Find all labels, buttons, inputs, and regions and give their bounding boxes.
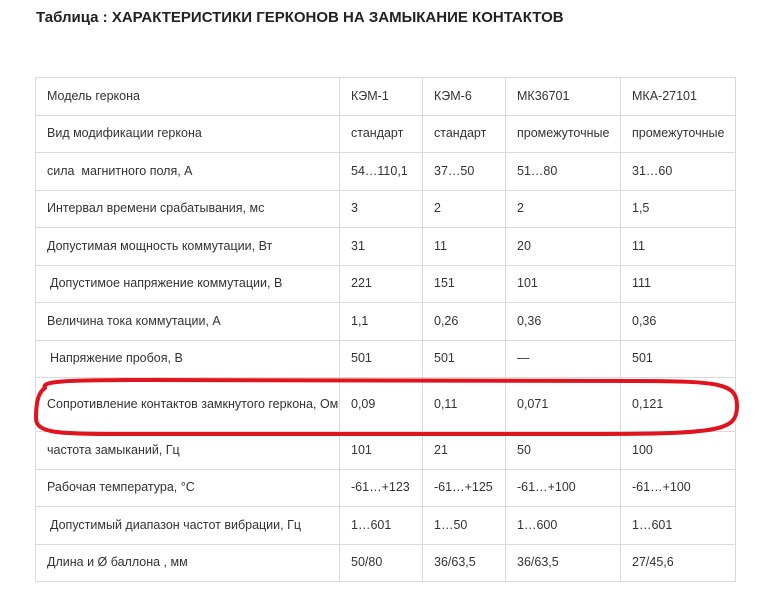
page-title: Таблица : ХАРАКТЕРИСТИКИ ГЕРКОНОВ НА ЗАМЫКАНИЕ КОНТАКТОВ [36,9,564,26]
row-label: Сопротивление контактов замкнутого геркона, Ом [36,378,340,432]
table-cell: 1,1 [340,303,423,341]
table-cell: -61…+125 [423,469,506,507]
table-cell: — [506,340,621,378]
table-row [36,228,736,266]
table-row [36,265,736,303]
table-cell: 2 [506,190,621,228]
table-row [36,432,736,470]
table-cell: 101 [340,432,423,470]
table-cell: 31 [340,228,423,266]
row-label: Допустимое напряжение коммутации, В [36,265,340,303]
table-cell: 2 [423,190,506,228]
table-cell: 0,121 [621,378,736,432]
row-label: Длина и Ø баллона , мм [36,544,340,582]
table-cell: -61…+100 [506,469,621,507]
table-row [36,153,736,191]
table-cell: 31…60 [621,153,736,191]
table-cell: 0,09 [340,378,423,432]
table-cell: 50 [506,432,621,470]
table-row [36,115,736,153]
row-label: Допустимый диапазон частот вибрации, Гц [36,507,340,545]
table-cell: 3 [340,190,423,228]
table-row [36,303,736,341]
row-label: Вид модификации геркона [36,115,340,153]
table-cell: -61…+100 [621,469,736,507]
table-cell: 1…50 [423,507,506,545]
table-cell: 221 [340,265,423,303]
table-cell: 36/63,5 [423,544,506,582]
table-cell: 0,36 [506,303,621,341]
table-cell: промежуточные [621,115,736,153]
row-label: Рабочая температура, °С [36,469,340,507]
table-cell: 1…601 [340,507,423,545]
table-cell: 101 [506,265,621,303]
row-label: Допустимая мощность коммутации, Вт [36,228,340,266]
table-cell: 27/45,6 [621,544,736,582]
table-cell: КЭМ-6 [423,78,506,116]
table-cell: 54…110,1 [340,153,423,191]
table-cell: 151 [423,265,506,303]
table-cell: промежуточные [506,115,621,153]
table-cell: 20 [506,228,621,266]
table-cell: 37…50 [423,153,506,191]
row-label: Напряжение пробоя, В [36,340,340,378]
table-cell: МК36701 [506,78,621,116]
table-cell: КЭМ-1 [340,78,423,116]
row-label: сила магнитного поля, А [36,153,340,191]
table-cell: 11 [423,228,506,266]
row-label: Величина тока коммутации, А [36,303,340,341]
table-row [36,507,736,545]
table-cell: 50/80 [340,544,423,582]
table-cell: 1…601 [621,507,736,545]
table-row [36,544,736,582]
table-cell: 0,36 [621,303,736,341]
table-cell: -61…+123 [340,469,423,507]
table-cell: 1,5 [621,190,736,228]
table-cell: стандарт [423,115,506,153]
row-label: Интервал времени срабатывания, мс [36,190,340,228]
table-cell: 1…600 [506,507,621,545]
table-row-highlighted [36,378,736,432]
table-cell: 0,26 [423,303,506,341]
table-cell: 51…80 [506,153,621,191]
table-cell: 36/63,5 [506,544,621,582]
table-row [36,469,736,507]
table-cell: 111 [621,265,736,303]
reed-switch-table [35,77,736,582]
table-cell: стандарт [340,115,423,153]
table-row [36,190,736,228]
table-cell: 21 [423,432,506,470]
row-label: частота замыканий, Гц [36,432,340,470]
table-cell: 501 [423,340,506,378]
table-row [36,78,736,116]
table-cell: 100 [621,432,736,470]
table-cell: 501 [340,340,423,378]
table-cell: 0,071 [506,378,621,432]
row-label: Модель геркона [36,78,340,116]
table-cell: 0,11 [423,378,506,432]
table-cell: 11 [621,228,736,266]
table-cell: 501 [621,340,736,378]
table-row [36,340,736,378]
table-cell: МКА-27101 [621,78,736,116]
